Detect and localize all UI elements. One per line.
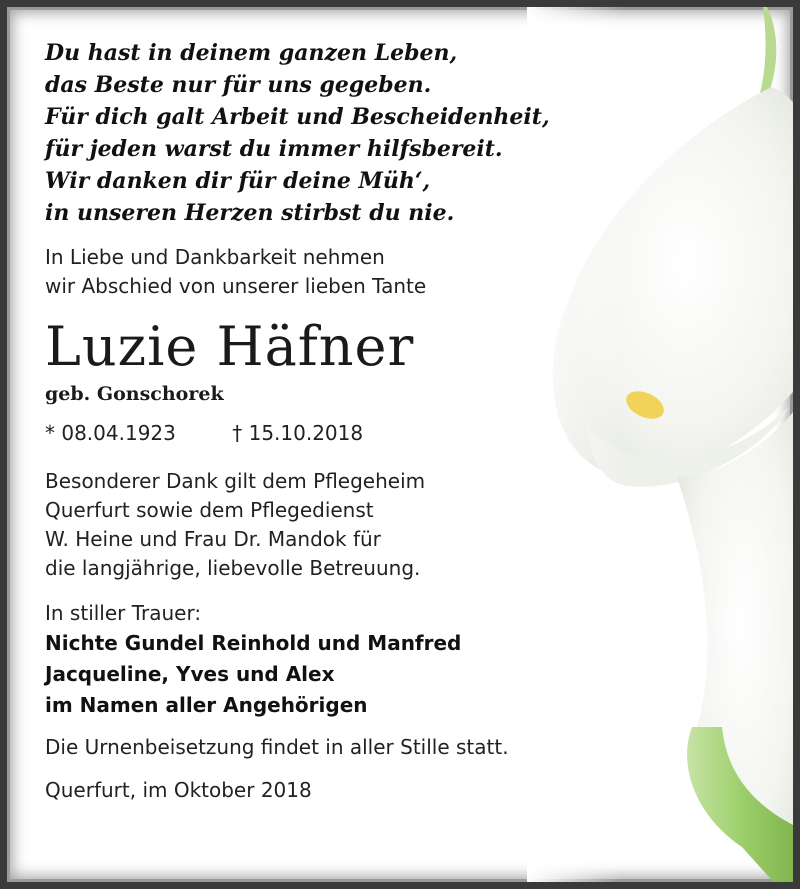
poem-line: Für dich galt Arbeit und Bescheidenheit, (45, 104, 550, 130)
place-date: Querfurt, im Oktober 2018 (45, 778, 312, 802)
poem (45, 37, 605, 229)
thanks-line: W. Heine und Frau Dr. Mandok für (45, 527, 381, 551)
mourners-list (45, 628, 605, 721)
thanks-text (45, 467, 605, 583)
thanks-line: die langjährige, liebevolle Betreuung. (45, 556, 421, 580)
mourning-label: In stiller Trauer: (45, 601, 202, 625)
intro-line: wir Abschied von unserer lieben Tante (45, 274, 427, 298)
poem-line: das Beste nur für uns gegeben. (45, 72, 432, 98)
birth-name: geb. Gonschorek (45, 383, 224, 405)
intro-line: In Liebe und Dankbarkeit nehmen (45, 245, 385, 269)
thanks-line: Querfurt sowie dem Pflegedienst (45, 498, 374, 522)
birth-date: * 08.04.1923 (45, 421, 176, 445)
poem-line: für jeden warst du immer hilfsbereit. (45, 136, 503, 162)
poem-line: Du hast in deinem ganzen Leben, (45, 40, 458, 66)
mourner-line: Nichte Gundel Reinhold und Manfred (45, 631, 462, 655)
poem-line: in unseren Herzen stirbst du nie. (45, 200, 455, 226)
death-date: † 15.10.2018 (232, 421, 364, 445)
mourner-line: Jacqueline, Yves und Alex (45, 662, 335, 686)
intro-text (45, 243, 605, 301)
mourner-line: im Namen aller Angehörigen (45, 693, 368, 717)
obituary-content (45, 37, 605, 805)
burial-notice: Die Urnenbeisetzung findet in aller Stille statt. (45, 735, 509, 759)
life-dates (45, 419, 605, 447)
thanks-line: Besonderer Dank gilt dem Pflegeheim (45, 469, 426, 493)
poem-line: Wir danken dir für deine Müh‘, (45, 168, 431, 194)
deceased-name: Luzie Häfner (45, 315, 415, 378)
